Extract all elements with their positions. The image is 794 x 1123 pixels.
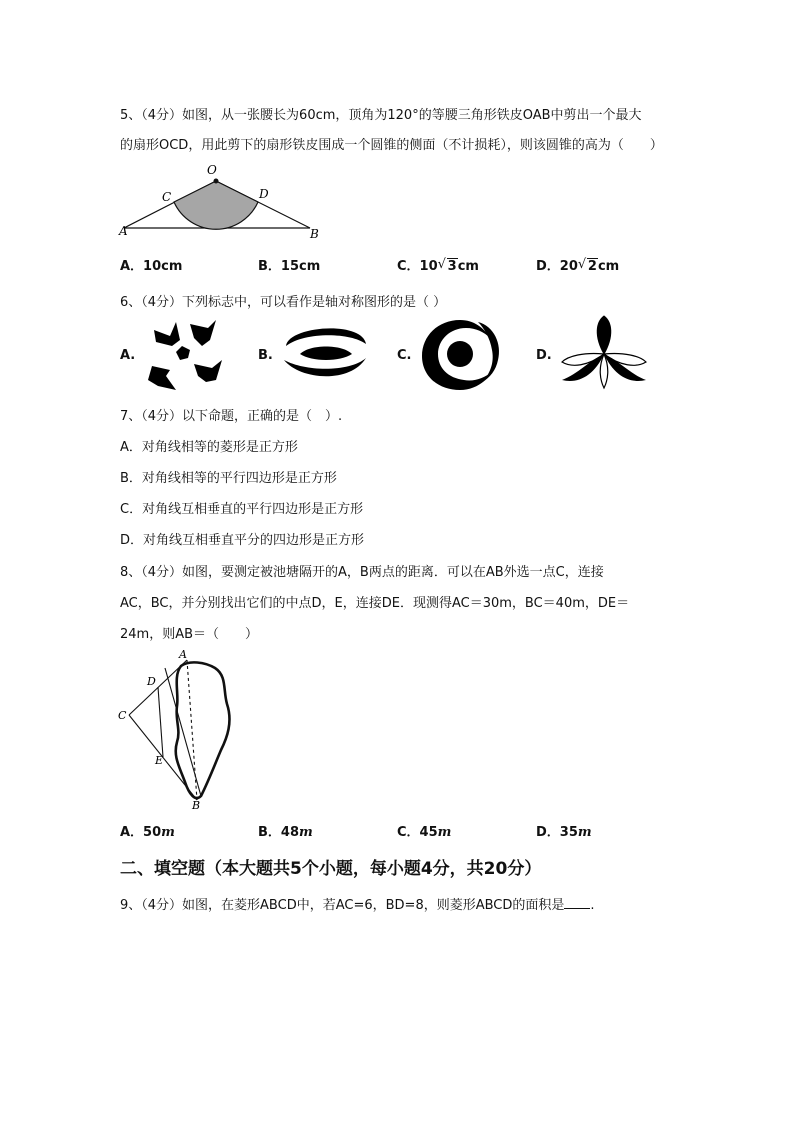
q5-option-c-unit: cm — [457, 259, 479, 274]
q5-stem-line2: 的扇形OCD，用此剪下的扇形铁皮围成一个圆锥的侧面（不计损耗），则该圆锥的高为（ ） — [120, 138, 663, 153]
q5-label-C: C — [162, 190, 172, 204]
q5-option-d-radicand: 2 — [587, 259, 597, 274]
q5-option-d-text: D．20 — [536, 259, 578, 274]
q6-option-d-label[interactable]: D. — [536, 348, 552, 363]
q5-option-c-radicand: 3 — [447, 259, 457, 274]
q7-option-b[interactable]: B．对角线相等的平行四边形是正方形 — [120, 471, 337, 486]
q9-stem-text: 9、（4分）如图，在菱形ABCD中，若AC=6，BD=8，则菱形ABCD的面积是 — [120, 898, 565, 913]
q7-stem: 7、（4分）以下命题，正确的是（ ）. — [120, 409, 343, 424]
q8-option-c-text: C．45 — [397, 825, 438, 840]
q8-label-A: A — [179, 648, 187, 661]
swirl-circle-logo-icon — [420, 316, 502, 392]
section2-heading: 二、填空题（本大题共5个小题，每小题4分，共20分） — [120, 859, 542, 879]
q5-figure-sector — [115, 160, 325, 242]
split-ellipse-logo-icon — [280, 316, 370, 390]
q9-stem-end: . — [590, 898, 595, 913]
q8-label-D: D — [147, 675, 156, 688]
q8-stem-line3: 24m，则AB＝（ ） — [120, 627, 259, 642]
q7-option-d[interactable]: D．对角线互相垂直平分的四边形是正方形 — [120, 533, 365, 548]
q8-option-a[interactable] — [120, 821, 175, 840]
q5-label-O: O — [207, 163, 217, 177]
q5-option-d[interactable] — [536, 255, 619, 274]
q6-option-b-label[interactable]: B. — [258, 348, 273, 363]
q8-option-b[interactable] — [258, 821, 313, 840]
q5-label-D: D — [259, 187, 269, 201]
q8-stem-line2: AC，BC，并分别找出它们的中点D，E，连接DE．现测得AC＝30m，BC＝40m，DE＝ — [120, 596, 630, 611]
q8-option-c[interactable] — [397, 821, 451, 840]
q5-option-b[interactable]: B．15cm — [258, 259, 321, 274]
q8-label-B: B — [192, 799, 201, 812]
q9-stem — [120, 894, 595, 913]
q8-figure-pond — [115, 646, 235, 812]
q5-option-c-text: C．10 — [397, 259, 438, 274]
trefoil-petal-logo-icon — [558, 314, 650, 392]
answer-blank[interactable] — [564, 896, 590, 909]
q6-stem: 6、（4分）下列标志中，可以看作是轴对称图形的是（ ） — [120, 295, 447, 310]
sqrt-symbol: √ 2 — [577, 257, 597, 274]
q8-option-b-unit: m — [299, 825, 313, 840]
q8-stem-line1: 8、（4分）如图，要测定被池塘隔开的A，B两点的距离．可以在AB外选一点C，连接 — [120, 565, 604, 580]
q5-stem-line1: 5、（4分）如图，从一张腰长为60cm，顶角为120°的等腰三角形铁皮OAB中剪出一个最大 — [120, 108, 642, 123]
q8-option-b-text: B．48 — [258, 825, 299, 840]
q8-option-d[interactable] — [536, 821, 592, 840]
q5-option-d-unit: cm — [597, 259, 620, 274]
q7-option-a[interactable]: A．对角线相等的菱形是正方形 — [120, 440, 298, 455]
four-stars-logo-icon — [142, 316, 224, 394]
q8-option-a-unit: m — [161, 825, 175, 840]
sqrt-symbol: √ 3 — [437, 257, 457, 274]
q8-option-a-text: A．50 — [120, 825, 162, 840]
q8-label-E: E — [155, 754, 164, 767]
q8-option-d-unit: m — [577, 825, 592, 840]
q8-option-d-text: D．35 — [536, 825, 578, 840]
q5-option-a[interactable]: A．10cm — [120, 259, 183, 274]
q5-label-A: A — [119, 224, 128, 238]
q5-option-c[interactable] — [397, 255, 479, 274]
q8-label-C: C — [118, 709, 127, 722]
q7-option-c[interactable]: C．对角线互相垂直的平行四边形是正方形 — [120, 502, 364, 517]
q8-option-c-unit: m — [437, 825, 452, 840]
q6-option-c-label[interactable]: C. — [397, 348, 412, 363]
q5-label-B: B — [310, 227, 319, 241]
q6-option-a-label[interactable]: A. — [120, 348, 136, 363]
